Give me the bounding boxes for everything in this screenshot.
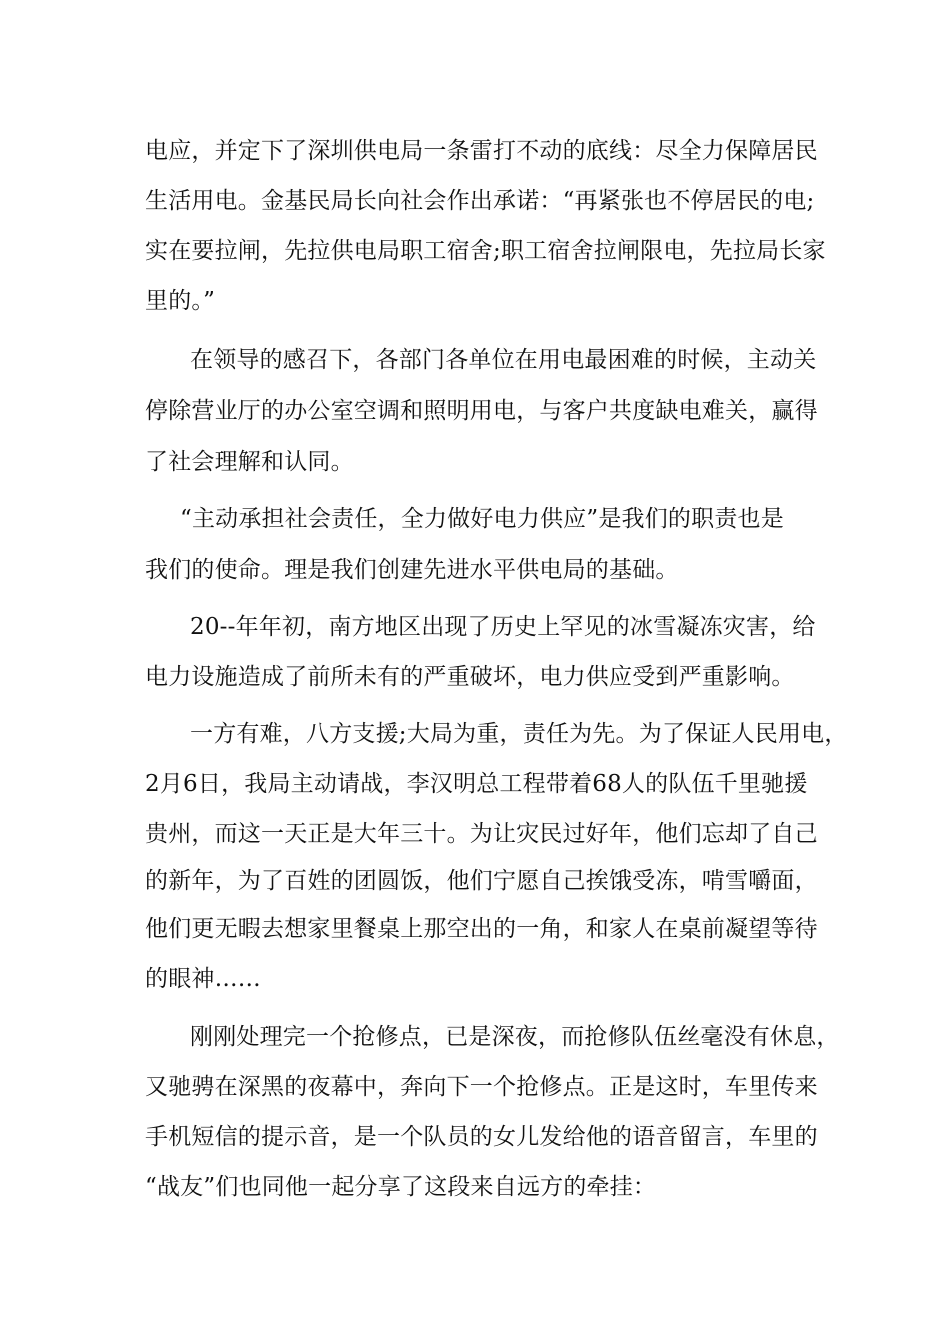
text-line: 2月6日，我局主动请战，李汉明总工程带着68人的队伍千里驰援 [145,771,808,797]
text-line: 贵州，而这一天正是大年三十。为让灾民过好年，他们忘却了自己 [145,821,818,847]
text-line: 生活用电。金基民局长向社会作出承诺：“再紧张也不停居民的电; [145,188,815,214]
text-line: 20--年年初，南方地区出现了历史上罕见的冰雪凝冻灾害，给 [190,614,816,640]
text-line: “战友”们也同他一起分享了这段来自远方的牵挂： [145,1174,657,1200]
text-line: 停除营业厅的办公室空调和照明用电，与客户共度缺电难关，赢得 [145,398,818,424]
text-line: 里的。” [145,288,216,314]
text-line: 我们的使命。理是我们创建先进水平供电局的基础。 [145,557,679,583]
text-line: 他们更无暇去想家里餐桌上那空出的一角，和家人在桌前凝望等待 [145,916,818,942]
text-line: “主动承担社会责任，全力做好电力供应”是我们的职责也是 [180,506,784,532]
text-line: 刚刚处理完一个抢修点，已是深夜，而抢修队伍丝毫没有休息， [190,1024,840,1050]
text-line: 在领导的感召下，各部门各单位在用电最困难的时候，主动关 [190,347,817,373]
text-line: 的新年，为了百姓的团圆饭，他们宁愿自己挨饿受冻，啃雪嚼面， [145,868,818,894]
text-line: 的眼神…… [145,966,261,992]
text-line: 手机短信的提示音，是一个队员的女儿发给他的语音留言，车里的 [145,1124,818,1150]
text-line: 又驰骋在深黑的夜幕中，奔向下一个抢修点。正是这时，车里传来 [145,1074,818,1100]
text-line: 电力设施造成了前所未有的严重破坏，电力供应受到严重影响。 [145,664,795,690]
text-line: 电应，并定下了深圳供电局一条雷打不动的底线：尽全力保障居民 [145,138,818,164]
text-line: 了社会理解和认同。 [145,449,354,475]
text-line: 一方有难，八方支援;大局为重，责任为先。为了保证人民用电， [190,721,848,747]
text-line: 实在要拉闸，先拉供电局职工宿舍;职工宿舍拉闸限电，先拉局长家 [145,238,826,264]
